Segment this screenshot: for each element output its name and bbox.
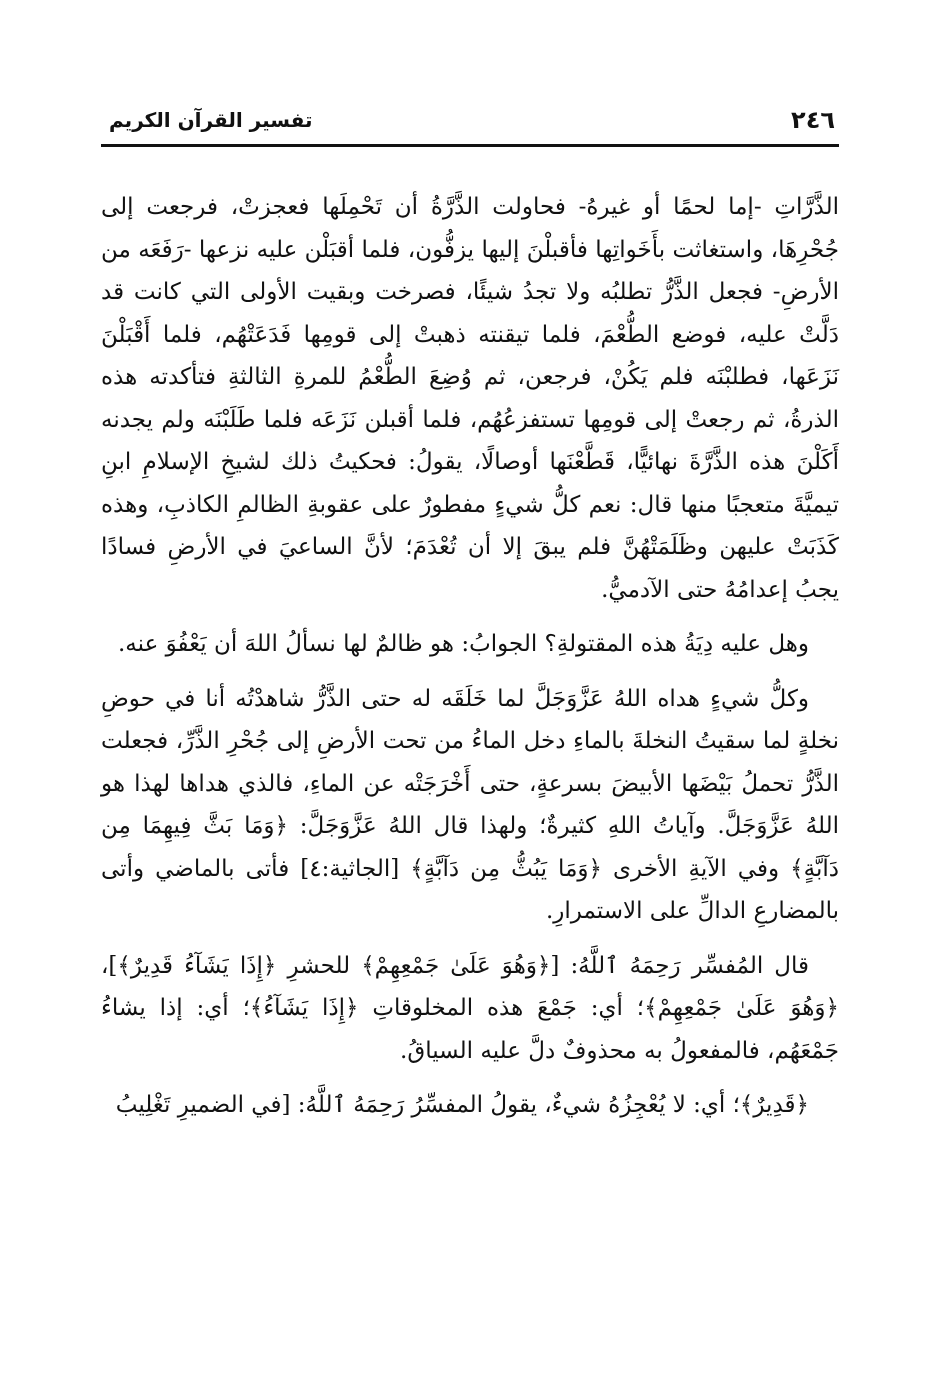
paragraph-commentator-gathering: قال المُفسِّر رَحِمَهُ ٱللَّهُ: [﴿وَهُوَ عَلَىٰ جَمْعِهِمْ﴾ للحشرِ ﴿إِذَا يَشَآءُ قَدِيرٌ﴾]، ﴿وَهُوَ عَلَىٰ جَمْعِهِمْ﴾؛ أي: جَمْعَ هذه المخلوقاتِ ﴿إِذَا يَشَآءُ﴾؛ أي: إذا يشاءُ جَمْعَهُم، فالمفعولُ به محذوفٌ دلَّ عليه السياقُ. bbox=[101, 952, 839, 1064]
paragraph-ant-story: الذَّرَّاتِ -إما لحمًا أو غيرهُ- فحاولت الذَّرَّةُ أن تَحْمِلَها فعجزتْ، فرجعت إلى جُحْرِهَا، واستغاثت بأَخَواتِها فأقبلْنَ إليها يزفُّون، فلما أقبَلْن عليه نزعها -رَفَعَه من الأرضِ- فجعل الذَّرُّ تطلبُه ولا تجدُ شيئًا، فصرخت وبقيت الأولى التي كانت قد دَلَّتْ عليه، فوضع الطُّعْمَ، فلما تيقنته ذهبتْ إلى قومِها فَدَعَتْهُم، فلما أَقْبَلْنَ نَزَعَها، فطلبْنَه فلم يَكُنْ، فرجعن، ثم وُضِعَ الطُّعْمُ للمرةِ الثالثةِ فتأكدته هذه الذرةُ، ثم رجعتْ إلى قومِها تستفزعُهُم، فلما أقبلن نَزَعَه فلما طَلَبْنَه ولم يجدنه أَكَلْنَ هذه الذَّرَّةَ نهائيًّا، قَطَّعْنَها أوصالًا، يقولُ: فحكيتُ ذلك لشيخِ الإسلامِ ابنِ تيميَّةَ متعجبًا منها قال: نعم كلُّ شيءٍ مفطورٌ على عقوبةِ الظالمِ الكاذبِ، وهذه كَذَبَتْ عليهن وظَلَمَتْهُنَّ فلم يبقَ إلا أن تُعْدَمَ؛ لأنَّ الساعيَ في الأرضِ فسادًا يجبُ إعدامُهُ حتى الآدميُّ. bbox=[101, 194, 839, 603]
book-title: تفسير القرآن الكريم bbox=[109, 108, 313, 132]
page-header bbox=[101, 104, 839, 147]
paragraph-qadir: ﴿قَدِيرٌ﴾؛ أي: لا يُعْجِزُهُ شيءٌ، يقولُ المفسِّرُ رَحِمَهُ ٱللَّهُ: [في الضميرِ تَغْلِيبُ bbox=[115, 1092, 809, 1118]
paragraph-blood-money-question: وهل عليه دِيَةُ هذه المقتولةِ؟ الجوابُ: هو ظالمٌ لها نسألُ اللهَ أن يَعْفُوَ عنه. bbox=[118, 631, 809, 657]
paragraph-guidance: وكلُّ شيءٍ هداه اللهُ عَزَّوَجَلَّ لما خَلَقَه له حتى الذَّرُّ شاهدْتُه أنا في حوضِ نخلةٍ لما سقيتُ النخلةَ بالماءِ دخل الماءُ من تحت الأرضِ إلى جُحْرِ الذَّرِّ، فجعلت الذَّرُّ تحملُ بَيْضَها الأبيضَ بسرعةٍ، حتى أَخْرَجَتْه عن الماءِ، فالذي هداها لهذا هو اللهُ عَزَّوَجَلَّ. وآياتُ اللهِ كثيرةٌ؛ ولهذا قال اللهُ عَزَّوَجَلَّ: ﴿وَمَا بَثَّ فِيهِمَا مِن دَآبَّةٍ﴾ وفي الآيةِ الأخرى ﴿وَمَا يَبُثُّ مِن دَآبَّةٍ﴾ [الجاثية:٤] فأتى بالماضي وأتى بالمضارعِ الدالِّ على الاستمرارِ. bbox=[101, 685, 839, 924]
page-body bbox=[101, 186, 839, 1127]
page-number: ٢٤٦ bbox=[791, 106, 835, 134]
